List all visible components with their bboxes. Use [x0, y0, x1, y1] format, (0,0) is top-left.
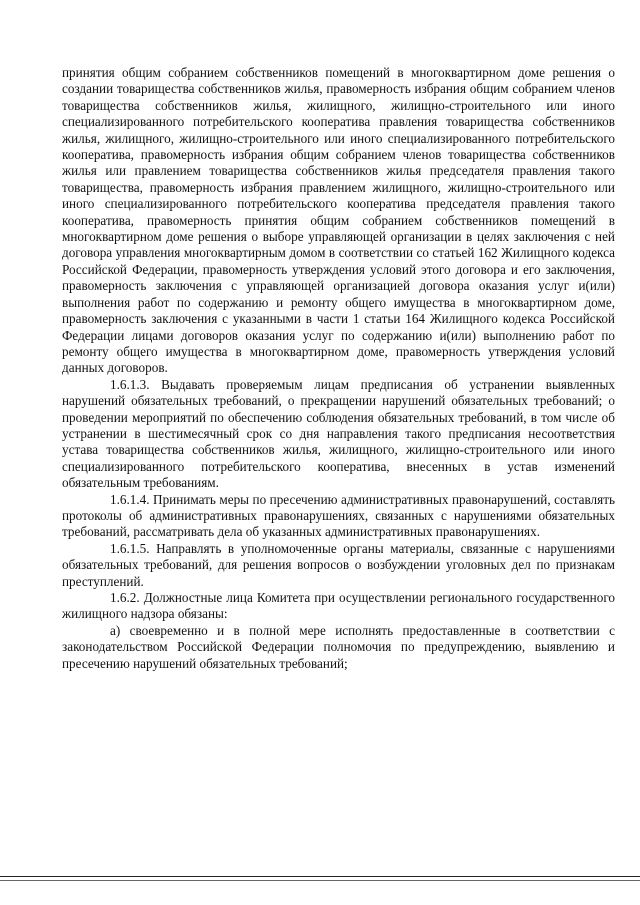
scan-edge-line-secondary	[0, 880, 640, 881]
paragraph-item-a: а) своевременно и в полной мере исполнять предоставленные в соответствии с законодательством Российской Федерации полномочия по предупреждению, выявлению и пресечению нарушений обязательных требований;	[62, 622, 615, 671]
scan-edge-line	[0, 876, 640, 877]
document-body	[62, 65, 615, 672]
paragraph-continuation: принятия общим собранием собственников помещений в многоквартирном доме решения о создании товарищества собственников жилья, правомерность избрания общим собранием членов товарищества собственников жилья, жилищного, жилищно-строительного или иного специализированного потребительского кооператива правления товарищества собственников жилья, жилищного, жилищно-строительного или иного специализированного потребительского кооператива, правомерность избрания общим собранием членов товарищества собственников жилья или правлением товарищества собственников жилья председателя правления такого товарищества, правомерность избрания правлением жилищного, жилищно-строительного или иного специализированного потребительского кооператива председателя правления такого кооператива, правомерность принятия общим собранием собственников помещений в многоквартирном доме решения о выборе управляющей организации в целях заключения с ней договора управления многоквартирным домом в соответствии со статьей 162 Жилищного кодекса Российской Федерации, правомерность утверждения условий этого договора и его заключения, правомерность заключения с управляющей организацией договора оказания услуг и(или) выполнения работ по содержанию и ремонту общего имущества в многоквартирном доме, правомерность заключения с указанными в части 1 статьи 164 Жилищного кодекса Российской Федерации лицами договоров оказания услуг по содержанию и(или) выполнению работ по ремонту общего имущества в многоквартирном доме, правомерность утверждения условий данных договоров.	[62, 65, 615, 376]
paragraph-1-6-1-5: 1.6.1.5. Направлять в уполномоченные органы материалы, связанные с нарушениями обязательных требований, для решения вопросов о возбуждении уголовных дел по признакам преступлений.	[62, 540, 615, 589]
paragraph-1-6-1-4: 1.6.1.4. Принимать меры по пресечению административных правонарушений, составлять протоколы об административных правонарушениях, связанных с нарушениями обязательных требований, рассматривать дела об указанных административных правонарушениях.	[62, 491, 615, 540]
paragraph-1-6-1-3: 1.6.1.3. Выдавать проверяемым лицам предписания об устранении выявленных нарушений обязательных требований, о прекращении нарушений обязательных требований; о проведении мероприятий по обеспечению соблюдения обязательных требований, в том числе об устранении в шестимесячный срок со дня направления такого предписания несоответствия устава товарищества собственников жилья, жилищного, жилищно-строительного или иного специализированного потребительского кооператива, внесенных в устав изменений обязательным требованиям.	[62, 376, 615, 491]
paragraph-1-6-2: 1.6.2. Должностные лица Комитета при осуществлении регионального государственного жилищного надзора обязаны:	[62, 590, 615, 622]
